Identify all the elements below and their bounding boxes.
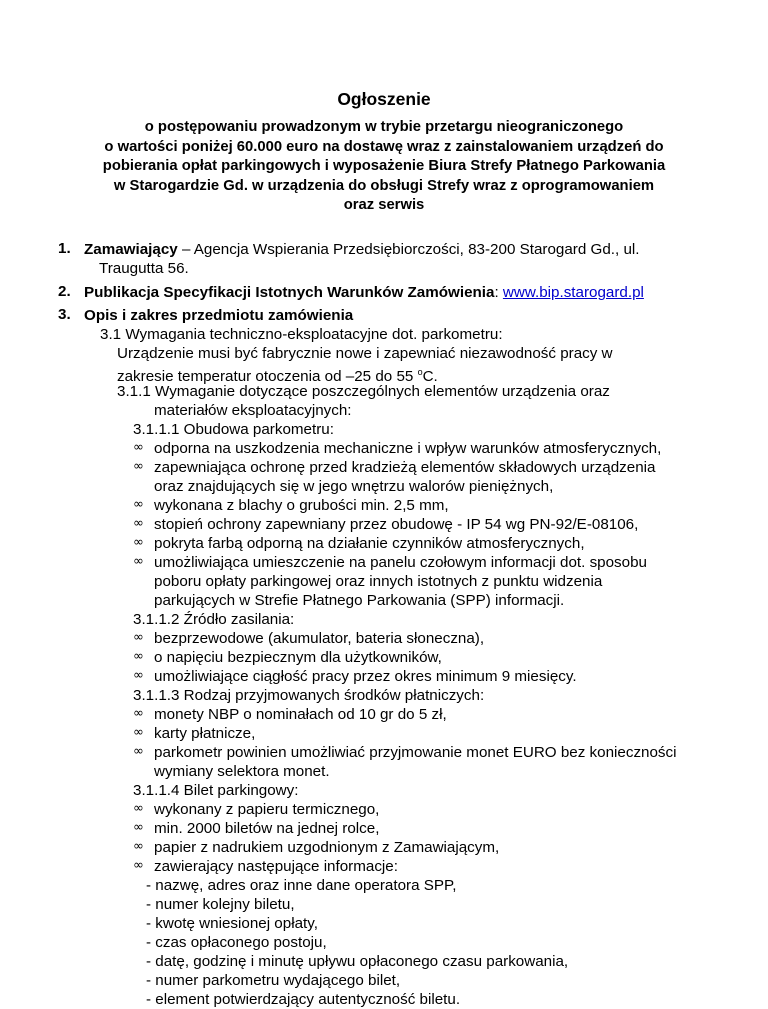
temp-range-text: zakresie temperatur otoczenia od –25 do 55: [117, 368, 418, 386]
section-number: 3.: [58, 306, 71, 323]
bullet-icon: ∞: [133, 801, 144, 816]
section-1-cont: Traugutta 56.: [99, 260, 189, 277]
section-number: 1.: [58, 240, 71, 257]
subsection-heading: 3.1 Wymagania techniczno-eksploatacyjne dot. parkometru:: [100, 326, 503, 343]
page-title: Ogłoszenie: [337, 89, 431, 109]
list-item-cont: poboru opłaty parkingowej oraz innych istotnych z punktu widzenia: [154, 573, 603, 590]
dash-item: - nazwę, adres oraz inne dane operatora SPP,: [146, 877, 457, 894]
subsection-heading: 3.1.1.3 Rodzaj przyjmowanych środków płatniczych:: [133, 687, 485, 704]
section-text: – Agencja Wspierania Przedsiębiorczości, 83-200 Starogard Gd., ul.: [177, 241, 640, 258]
dash-item: - numer kolejny biletu,: [146, 896, 295, 913]
subtitle-line: w Starogardzie Gd. w urządzenia do obsługi Strefy wraz z oprogramowaniem: [113, 177, 655, 194]
subsection-heading: 3.1.1.4 Bilet parkingowy:: [133, 782, 299, 799]
section-number: 2.: [58, 283, 71, 300]
section-label: Zamawiający: [84, 241, 178, 258]
bullet-icon: ∞: [133, 839, 144, 854]
bullet-icon: ∞: [133, 459, 144, 474]
list-item: stopień ochrony zapewniany przez obudowę - IP 54 wg PN-92/E-08106,: [154, 516, 639, 533]
list-item: odporna na uszkodzenia mechaniczne i wpływ warunków atmosferycznych,: [154, 440, 662, 457]
dash-item: - kwotę wniesionej opłaty,: [146, 915, 318, 932]
bullet-icon: ∞: [133, 535, 144, 550]
list-item-cont: oraz znajdujących się w jego wnętrzu walorów pieniężnych,: [154, 478, 554, 495]
subtitle-line: o wartości poniżej 60.000 euro na dostawę wraz z zainstalowaniem urządzeń do: [104, 138, 664, 155]
bullet-icon: ∞: [133, 725, 144, 740]
subtitle-line: pobierania opłat parkingowych i wyposażenie Biura Strefy Płatnego Parkowania: [102, 158, 666, 175]
bullet-icon: ∞: [133, 440, 144, 455]
bullet-icon: ∞: [133, 649, 144, 664]
temp-unit: C.: [422, 368, 438, 386]
bullet-icon: ∞: [133, 858, 144, 873]
list-item: o napięciu bezpiecznym dla użytkowników,: [154, 649, 442, 666]
bullet-icon: ∞: [133, 706, 144, 721]
subsection-heading: 3.1.1.1 Obudowa parkometru:: [133, 421, 334, 438]
list-item-cont: parkujących w Strefie Płatnego Parkowania (SPP) informacji.: [154, 592, 565, 609]
list-item: umożliwiająca umieszczenie na panelu czołowym informacji dot. sposobu: [154, 554, 647, 571]
bullet-icon: ∞: [133, 497, 144, 512]
subsection-heading: 3.1.1 Wymaganie dotyczące poszczególnych elementów urządzenia oraz: [117, 383, 610, 400]
bullet-icon: ∞: [133, 820, 144, 835]
section-2: [84, 283, 644, 302]
section-1: [84, 240, 640, 259]
bullet-icon: ∞: [133, 668, 144, 683]
list-item: wykonany z papieru termicznego,: [154, 801, 380, 818]
paragraph-line: Urządzenie musi być fabrycznie nowe i zapewniać niezawodność pracy w: [117, 345, 613, 362]
subtitle-line: oraz serwis: [343, 197, 425, 214]
list-item: pokryta farbą odporną na działanie czynników atmosferycznych,: [154, 535, 585, 552]
list-item: parkometr powinien umożliwiać przyjmowanie monet EURO bez konieczności: [154, 744, 677, 761]
dash-item: - element potwierdzający autentyczność biletu.: [146, 991, 461, 1008]
bullet-icon: ∞: [133, 630, 144, 645]
subtitle: [60, 118, 708, 216]
list-item-cont: wymiany selektora monet.: [154, 763, 330, 780]
list-item: min. 2000 biletów na jednej rolce,: [154, 820, 380, 837]
subsection-heading: 3.1.1.2 Źródło zasilania:: [133, 611, 295, 628]
bullet-icon: ∞: [133, 554, 144, 569]
subtitle-line: o postępowaniu prowadzonym w trybie przetargu nieograniczonego: [144, 119, 624, 135]
list-item: bezprzewodowe (akumulator, bateria słoneczna),: [154, 630, 485, 647]
list-item: umożliwiające ciągłość pracy przez okres minimum 9 miesięcy.: [154, 668, 577, 685]
list-item: karty płatnicze,: [154, 725, 256, 742]
dash-item: - datę, godzinę i minutę upływu opłaconego czasu parkowania,: [146, 953, 569, 970]
list-item: papier z nadrukiem uzgodnionym z Zamawiającym,: [154, 839, 500, 856]
list-item: zapewniająca ochronę przed kradzieżą elementów składowych urządzenia: [154, 459, 656, 476]
bip-link[interactable]: www.bip.starogard.pl: [502, 284, 644, 301]
bullet-icon: ∞: [133, 516, 144, 531]
list-item: zawierający następujące informacje:: [154, 858, 398, 875]
dash-item: - czas opłaconego postoju,: [146, 934, 327, 951]
bullet-icon: ∞: [133, 744, 144, 759]
section-3-label: Opis i zakres przedmiotu zamówienia: [84, 307, 354, 324]
dash-item: - numer parkometru wydającego bilet,: [146, 972, 401, 989]
degree-sup: o: [417, 367, 423, 377]
section-separator: :: [494, 284, 503, 301]
list-item: wykonana z blachy o grubości min. 2,5 mm,: [154, 497, 449, 514]
list-item: monety NBP o nominałach od 10 gr do 5 zł,: [154, 706, 447, 723]
section-label: Publikacja Specyfikacji Istotnych Warunków Zamówienia: [84, 284, 495, 301]
subsection-heading-cont: materiałów eksploatacyjnych:: [154, 402, 352, 419]
